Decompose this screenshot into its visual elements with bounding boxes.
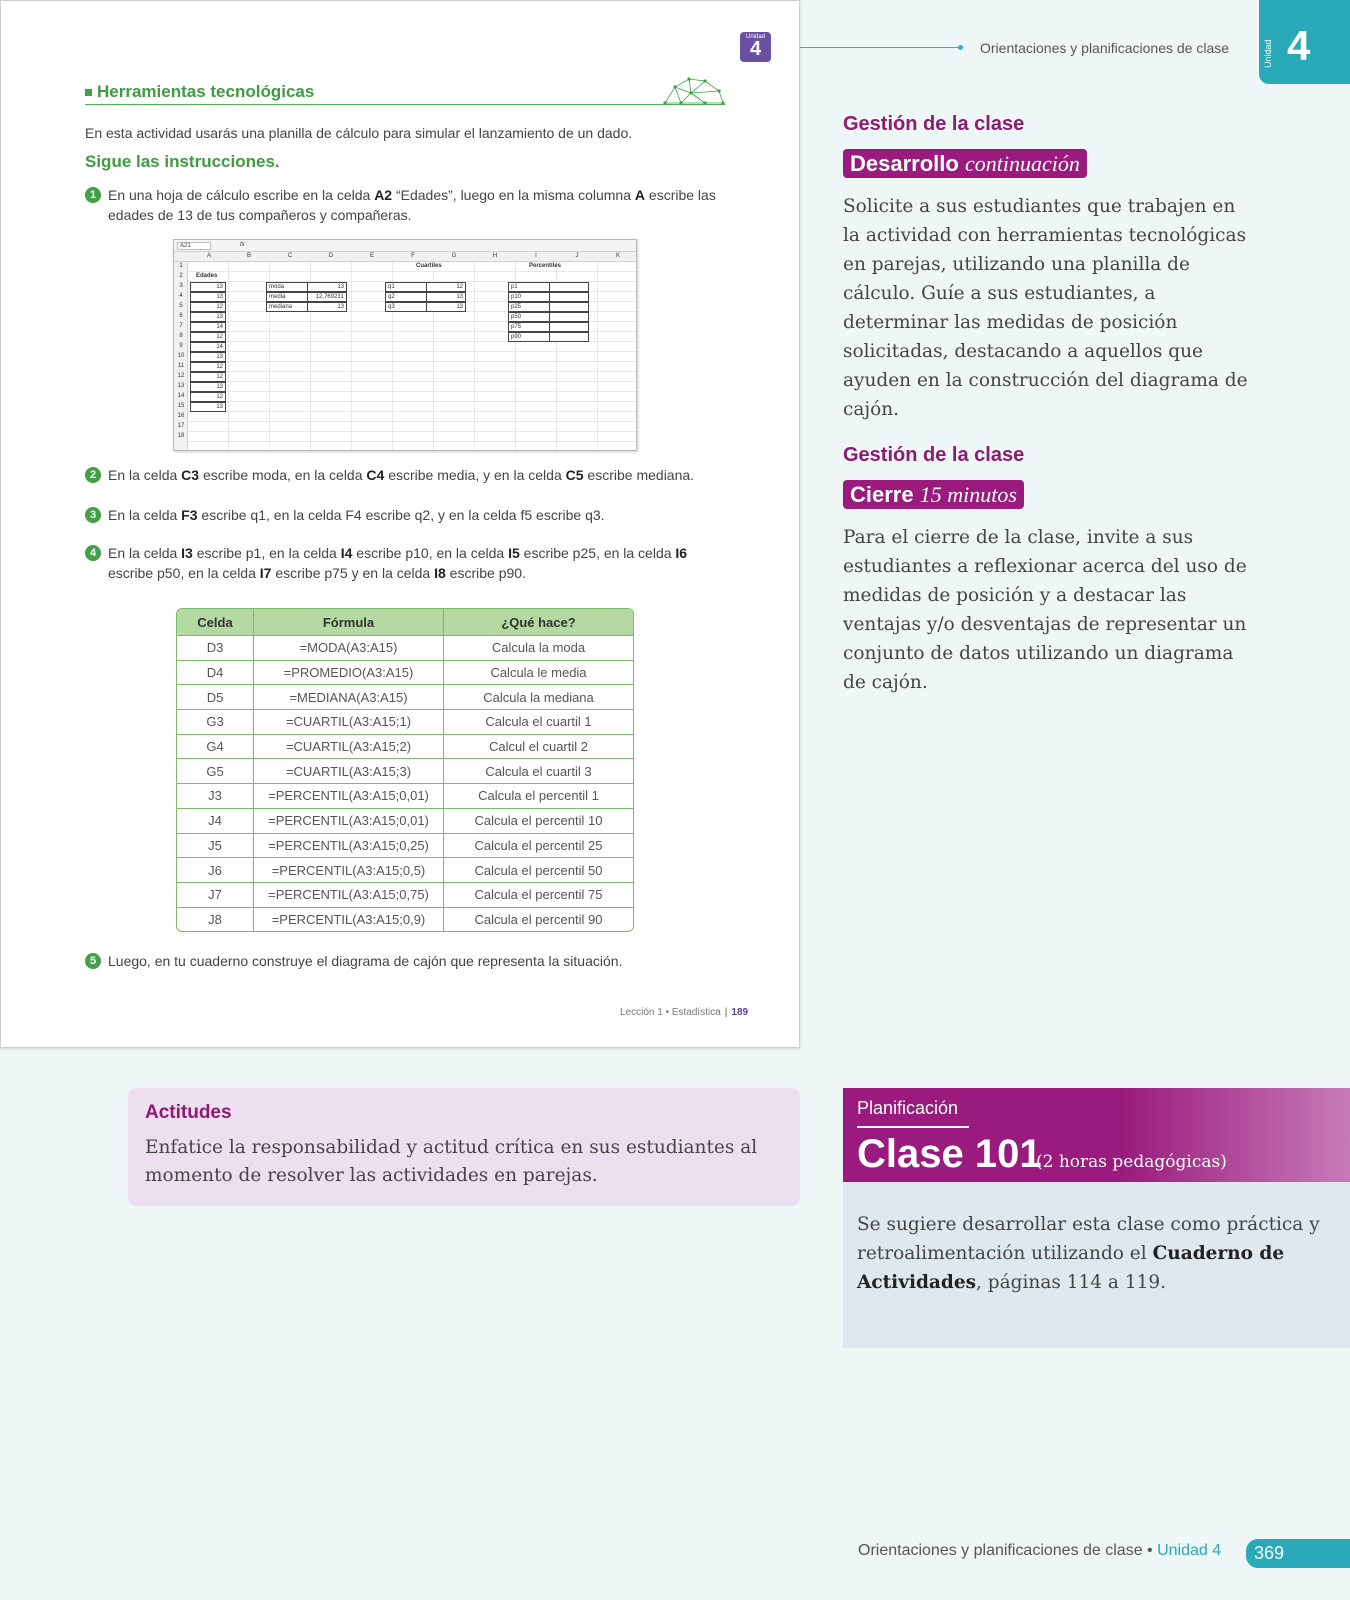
intro-text: En esta actividad usarás una planilla de cálculo para simular el lanzamiento de un dado. bbox=[85, 125, 633, 141]
planificacion-kicker: Planificación bbox=[857, 1098, 959, 1118]
cuaderno-reference: Cuaderno de Actividades bbox=[857, 1243, 1285, 1293]
step-1: 1 En una hoja de cálculo escribe en la celda A2 “Edades”, luego en la misma columna A escribe las edades de 13 de tus compañeros y compañeras. bbox=[85, 185, 725, 225]
age-cell: 13 bbox=[190, 382, 226, 392]
stat-value-cell: 12,769231 bbox=[307, 292, 347, 302]
clase-hours: (2 horas pedagógicas) bbox=[1036, 1152, 1227, 1172]
step-5: 5 Luego, en tu cuaderno construye el diagrama de cajón que representa la situación. bbox=[85, 951, 725, 971]
table-cell: =CUARTIL(A3:A15;1) bbox=[254, 709, 444, 734]
actitudes-text: Enfatice la responsabilidad y actitud crítica en sus estudiantes al momento de resolver las actividades en parejas. bbox=[145, 1137, 758, 1186]
row-header: 5 bbox=[179, 303, 183, 309]
lesson-label: Lección 1 • Estadística bbox=[620, 1007, 721, 1018]
formula-bar bbox=[174, 240, 636, 252]
age-cell: 12 bbox=[190, 362, 226, 372]
header-rule bbox=[800, 47, 960, 48]
step-2: 2 En la celda C3 escribe moda, en la celda C4 escribe media, y en la celda C5 escribe mediana. bbox=[85, 465, 725, 485]
bullet-square-icon bbox=[85, 89, 92, 96]
percentile-value-cell bbox=[549, 292, 589, 302]
stat-value-cell: 13 bbox=[307, 282, 347, 292]
age-cell: 14 bbox=[190, 322, 226, 332]
edades-label: Edades bbox=[196, 273, 218, 279]
stat-name-cell: media bbox=[266, 292, 308, 302]
table-cell: Calcula el percentil 75 bbox=[444, 882, 633, 907]
table-cell: =MODA(A3:A15) bbox=[254, 635, 444, 660]
step-number: 1 bbox=[85, 187, 101, 203]
table-cell: Calcula el percentil 25 bbox=[444, 833, 633, 858]
planificacion-rule bbox=[857, 1126, 969, 1128]
table-cell: G3 bbox=[177, 709, 254, 734]
row-header: 4 bbox=[179, 293, 183, 299]
page-footer: Orientaciones y planificaciones de clase • Unidad 4 bbox=[858, 1542, 1222, 1559]
percentile-value-cell bbox=[549, 332, 589, 342]
row-header: 13 bbox=[177, 383, 185, 389]
table-cell: Calcula le media bbox=[444, 660, 633, 685]
table-row bbox=[177, 684, 633, 709]
gestion-text-2: Para el cierre de la clase, invite a sus estudiantes a reflexionar acerca del uso de medidas de posición y a destacar las ventajas y/o desventajas de representar un conjunto de datos utilizando un diagrama de cajón. bbox=[843, 527, 1247, 693]
percentiles-label: Percentiles bbox=[529, 263, 562, 269]
stat-value-cell: 13 bbox=[307, 302, 347, 312]
table-row bbox=[177, 783, 633, 808]
quartile-value-cell: 13 bbox=[426, 292, 466, 302]
section-title: Herramientas tecnológicas bbox=[97, 82, 315, 101]
running-header: Orientaciones y planificaciones de clase bbox=[980, 40, 1230, 56]
row-header: 8 bbox=[179, 333, 183, 339]
table-row bbox=[177, 635, 633, 660]
table-body bbox=[177, 635, 633, 931]
table-cell: =PROMEDIO(A3:A15) bbox=[254, 660, 444, 685]
percentile-name-cell: p75 bbox=[508, 322, 550, 332]
table-header-row bbox=[177, 609, 633, 635]
age-cell: 13 bbox=[190, 402, 226, 412]
table-cell: =PERCENTIL(A3:A15;0,25) bbox=[254, 833, 444, 858]
table-cell: =PERCENTIL(A3:A15;0,01) bbox=[254, 808, 444, 833]
table-cell: =PERCENTIL(A3:A15;0,5) bbox=[254, 857, 444, 882]
row-header: 16 bbox=[177, 413, 185, 419]
age-cell: 13 bbox=[190, 292, 226, 302]
table-cell: =CUARTIL(A3:A15;2) bbox=[254, 734, 444, 759]
row-header: 9 bbox=[179, 343, 183, 349]
table-cell: D5 bbox=[177, 684, 254, 709]
row-header: 17 bbox=[177, 423, 185, 429]
table-cell: Calcul el cuartil 2 bbox=[444, 734, 633, 759]
percentile-value-cell bbox=[549, 312, 589, 322]
table-cell: Calcula el percentil 1 bbox=[444, 783, 633, 808]
percentile-value-cell bbox=[549, 322, 589, 332]
step-4: 4 En la celda I3 escribe p1, en la celda I4 escribe p10, en la celda I5 escribe p25, en la celda I6 escribe p50, en la celda I7 escribe p75 y en la celda I8 escribe p90. bbox=[85, 543, 725, 583]
table-row bbox=[177, 734, 633, 759]
book-footer bbox=[620, 1007, 748, 1018]
quartile-name-cell: q1 bbox=[385, 282, 427, 292]
row-header: 15 bbox=[177, 403, 185, 409]
table-cell: =PERCENTIL(A3:A15;0,9) bbox=[254, 907, 444, 932]
column-header: Fórmula bbox=[254, 609, 444, 635]
formula-table bbox=[176, 608, 634, 932]
column-headers: A B C D E F G H I J K bbox=[174, 252, 637, 262]
column-header: Celda bbox=[177, 609, 254, 635]
table-cell: Calcula el cuartil 3 bbox=[444, 758, 633, 783]
percentile-name-cell: p10 bbox=[508, 292, 550, 302]
cuartiles-label: Cuartiles bbox=[416, 263, 442, 269]
table-row bbox=[177, 808, 633, 833]
network-decoration-icon bbox=[661, 75, 725, 107]
table-row bbox=[177, 882, 633, 907]
percentile-value-cell bbox=[549, 282, 589, 292]
quartile-value-cell: 12 bbox=[426, 282, 466, 292]
instructions-title: Sigue las instrucciones. bbox=[85, 152, 280, 171]
table-cell: =MEDIANA(A3:A15) bbox=[254, 684, 444, 709]
gestion-text-1: Solicite a sus estudiantes que trabajen en la actividad con herramientas tecnológicas en parejas, utilizando una planilla de cálculo. Guíe a sus estudiantes, a determinar las medidas de posición solicitadas, destacando a aquellos que ayuden en la construcción del diagrama de cajón. bbox=[843, 196, 1248, 420]
section-heading bbox=[85, 81, 725, 105]
clase-title: Clase 101 bbox=[857, 1132, 1042, 1176]
age-cell: 14 bbox=[190, 342, 226, 352]
quartile-value-cell: 13 bbox=[426, 302, 466, 312]
table-cell: G4 bbox=[177, 734, 254, 759]
actitudes-title: Actitudes bbox=[145, 1102, 232, 1123]
row-header: 18 bbox=[177, 433, 185, 439]
table-cell: Calcula la moda bbox=[444, 635, 633, 660]
row-header: 11 bbox=[177, 363, 185, 369]
row-header: 3 bbox=[179, 283, 183, 289]
quartile-name-cell: q2 bbox=[385, 292, 427, 302]
unit-tab bbox=[1259, 0, 1350, 84]
actitudes-box bbox=[128, 1088, 800, 1206]
table-cell: Calcula el percentil 90 bbox=[444, 907, 633, 932]
age-cell: 12 bbox=[190, 392, 226, 402]
percentile-name-cell: p50 bbox=[508, 312, 550, 322]
table-cell: =PERCENTIL(A3:A15;0,75) bbox=[254, 882, 444, 907]
table-row bbox=[177, 709, 633, 734]
table-cell: Calcula el percentil 10 bbox=[444, 808, 633, 833]
separator: | bbox=[724, 1007, 728, 1018]
table-cell: J8 bbox=[177, 907, 254, 932]
quartile-name-cell: q3 bbox=[385, 302, 427, 312]
row-header: 10 bbox=[177, 353, 185, 359]
student-book-page bbox=[0, 0, 800, 1048]
table-row bbox=[177, 857, 633, 882]
table-cell: J6 bbox=[177, 857, 254, 882]
percentile-name-cell: p25 bbox=[508, 302, 550, 312]
table-row bbox=[177, 758, 633, 783]
table-cell: G5 bbox=[177, 758, 254, 783]
page-number: 369 bbox=[1246, 1539, 1350, 1568]
row-header: 12 bbox=[177, 373, 185, 379]
row-header: 6 bbox=[179, 313, 183, 319]
stat-name-cell: mediana bbox=[266, 302, 308, 312]
table-cell: J5 bbox=[177, 833, 254, 858]
table-row bbox=[177, 660, 633, 685]
row-header: 14 bbox=[177, 393, 185, 399]
age-cell: 13 bbox=[190, 352, 226, 362]
step-3: 3 En la celda F3 escribe q1, en la celda F4 escribe q2, y en la celda f5 escribe q3. bbox=[85, 505, 725, 525]
table-cell: J3 bbox=[177, 783, 254, 808]
age-cell: 12 bbox=[190, 372, 226, 382]
fx-icon: fx bbox=[240, 242, 245, 248]
gestion-title-2: Gestión de la clase bbox=[843, 444, 1025, 466]
table-cell: J4 bbox=[177, 808, 254, 833]
unit-tab-number: 4 bbox=[1287, 22, 1311, 69]
unit-badge: Unidad 4 bbox=[740, 32, 771, 62]
phase-pill-desarrollo: Desarrollo continuación bbox=[843, 149, 1087, 178]
table-cell: J7 bbox=[177, 882, 254, 907]
table-cell: D3 bbox=[177, 635, 254, 660]
step-number: 5 bbox=[85, 953, 101, 969]
column-header: ¿Qué hace? bbox=[444, 609, 633, 635]
age-cell: 13 bbox=[190, 312, 226, 322]
table-cell: =CUARTIL(A3:A15;3) bbox=[254, 758, 444, 783]
spreadsheet-screenshot bbox=[173, 239, 637, 451]
table-cell: D4 bbox=[177, 660, 254, 685]
book-page-number: 189 bbox=[731, 1007, 749, 1018]
row-header: 1 bbox=[179, 263, 183, 269]
name-box: A21 bbox=[177, 242, 211, 250]
age-cell: 12 bbox=[190, 332, 226, 342]
footer-unit: Unidad 4 bbox=[1157, 1542, 1222, 1559]
table-row bbox=[177, 907, 633, 932]
table-cell: Calcula el cuartil 1 bbox=[444, 709, 633, 734]
step-number: 4 bbox=[85, 545, 101, 561]
planificacion-body: Se sugiere desarrollar esta clase como práctica y retroalimentación utilizando el Cuaderno de Actividades, páginas 114 a 119. bbox=[843, 1182, 1350, 1348]
sheet-grid bbox=[188, 262, 636, 450]
table-cell: Calcula el percentil 50 bbox=[444, 857, 633, 882]
gestion-title-1: Gestión de la clase bbox=[843, 113, 1025, 135]
step-number: 2 bbox=[85, 467, 101, 483]
stat-name-cell: moda bbox=[266, 282, 308, 292]
planificacion-header bbox=[843, 1088, 1350, 1182]
percentile-name-cell: p90 bbox=[508, 332, 550, 342]
row-header: 7 bbox=[179, 323, 183, 329]
age-cell: 12 bbox=[190, 302, 226, 312]
table-cell: Calcula la mediana bbox=[444, 684, 633, 709]
row-headers bbox=[174, 262, 188, 451]
row-header: 2 bbox=[179, 273, 183, 279]
phase-pill-cierre: Cierre 15 minutos bbox=[843, 480, 1024, 509]
table-row bbox=[177, 833, 633, 858]
percentile-value-cell bbox=[549, 302, 589, 312]
percentile-name-cell: p1 bbox=[508, 282, 550, 292]
age-cell: 13 bbox=[190, 282, 226, 292]
step-number: 3 bbox=[85, 507, 101, 523]
unit-tab-label: Unidad bbox=[1263, 39, 1273, 68]
table-cell: =PERCENTIL(A3:A15;0,01) bbox=[254, 783, 444, 808]
header-dot-icon bbox=[958, 45, 963, 50]
